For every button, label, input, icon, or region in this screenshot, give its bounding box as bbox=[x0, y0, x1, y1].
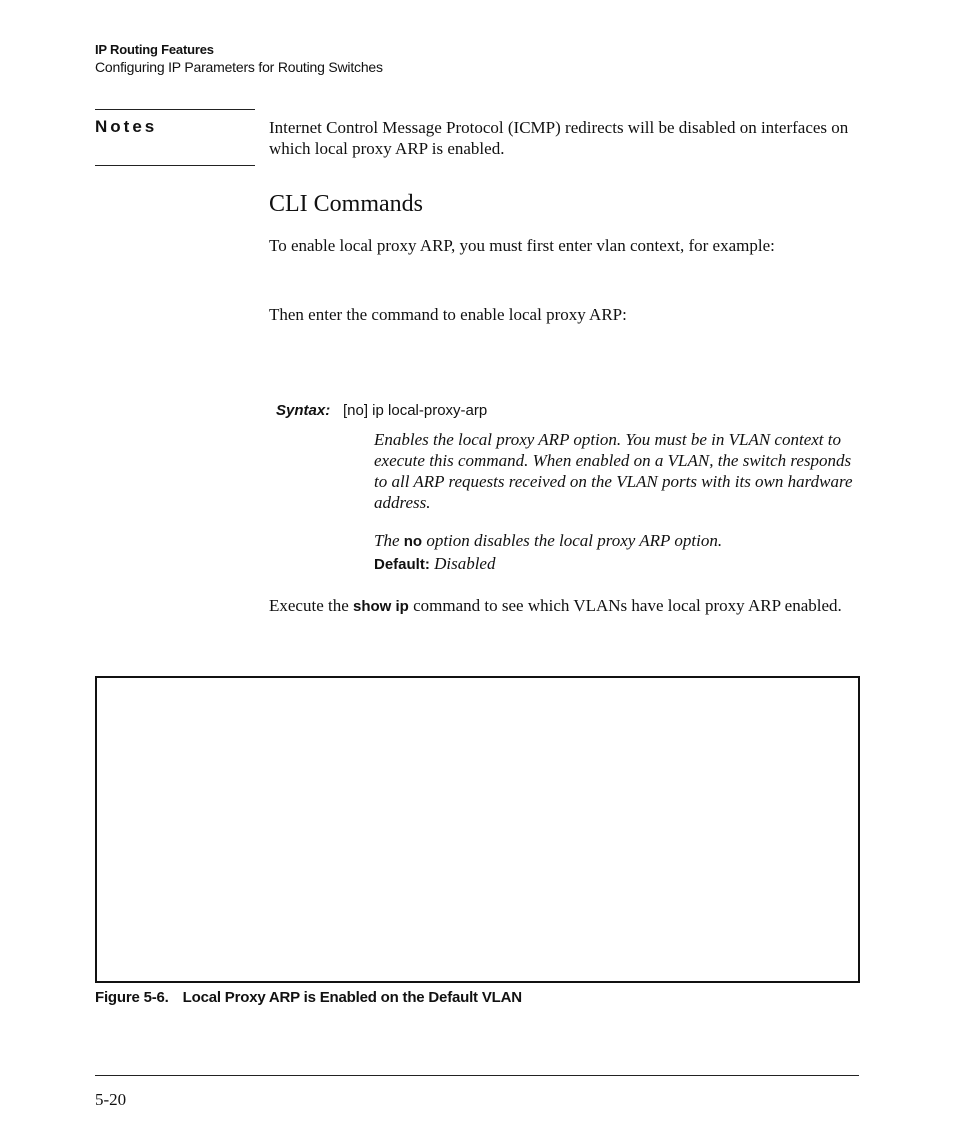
syntax-description: Enables the local proxy ARP option. You must be in VLAN context to execute this command. When enabled on a VLAN, the switch responds to all ARP requests received on the VLAN ports with its own hardware address. bbox=[374, 430, 853, 512]
execute-paragraph bbox=[269, 595, 849, 618]
show-ip-keyword: show ip bbox=[353, 598, 409, 615]
page-number: 5-20 bbox=[95, 1090, 127, 1109]
notes-top-rule bbox=[95, 109, 255, 110]
running-header-subsection: Configuring IP Parameters for Routing Switches bbox=[95, 59, 383, 75]
default-label: Default: bbox=[374, 556, 430, 573]
section-heading: CLI Commands bbox=[269, 191, 423, 217]
figure-title: Local Proxy ARP is Enabled on the Default VLAN bbox=[182, 989, 522, 1006]
running-header-section: IP Routing Features bbox=[95, 42, 214, 57]
syntax-label: Syntax: bbox=[276, 402, 331, 419]
notes-bottom-rule bbox=[95, 165, 255, 166]
notes-label: Notes bbox=[95, 117, 158, 136]
intro-paragraph: To enable local proxy ARP, you must first enter vlan context, for example: bbox=[269, 236, 775, 255]
notes-text: Internet Control Message Protocol (ICMP) redirects will be disabled on interfaces on which local proxy ARP is enabled. bbox=[269, 118, 849, 158]
execute-suffix: command to see which VLANs have local proxy ARP enabled. bbox=[408, 596, 842, 615]
enable-command-paragraph: Then enter the command to enable local proxy ARP: bbox=[269, 305, 627, 324]
footer-rule bbox=[95, 1075, 859, 1076]
default-line bbox=[374, 553, 864, 575]
no-keyword: no bbox=[403, 533, 423, 550]
default-value: Disabled bbox=[429, 554, 496, 573]
figure-caption bbox=[95, 989, 522, 1006]
syntax-command: [no] ip local-proxy-arp bbox=[343, 402, 488, 419]
figure-frame bbox=[95, 676, 860, 983]
no-option-description bbox=[374, 530, 864, 552]
execute-prefix: Execute the bbox=[269, 596, 354, 615]
no-option-suffix: option disables the local proxy ARP option. bbox=[422, 531, 723, 550]
figure-number: Figure 5-6. bbox=[95, 989, 169, 1006]
no-option-prefix: The bbox=[374, 531, 404, 550]
